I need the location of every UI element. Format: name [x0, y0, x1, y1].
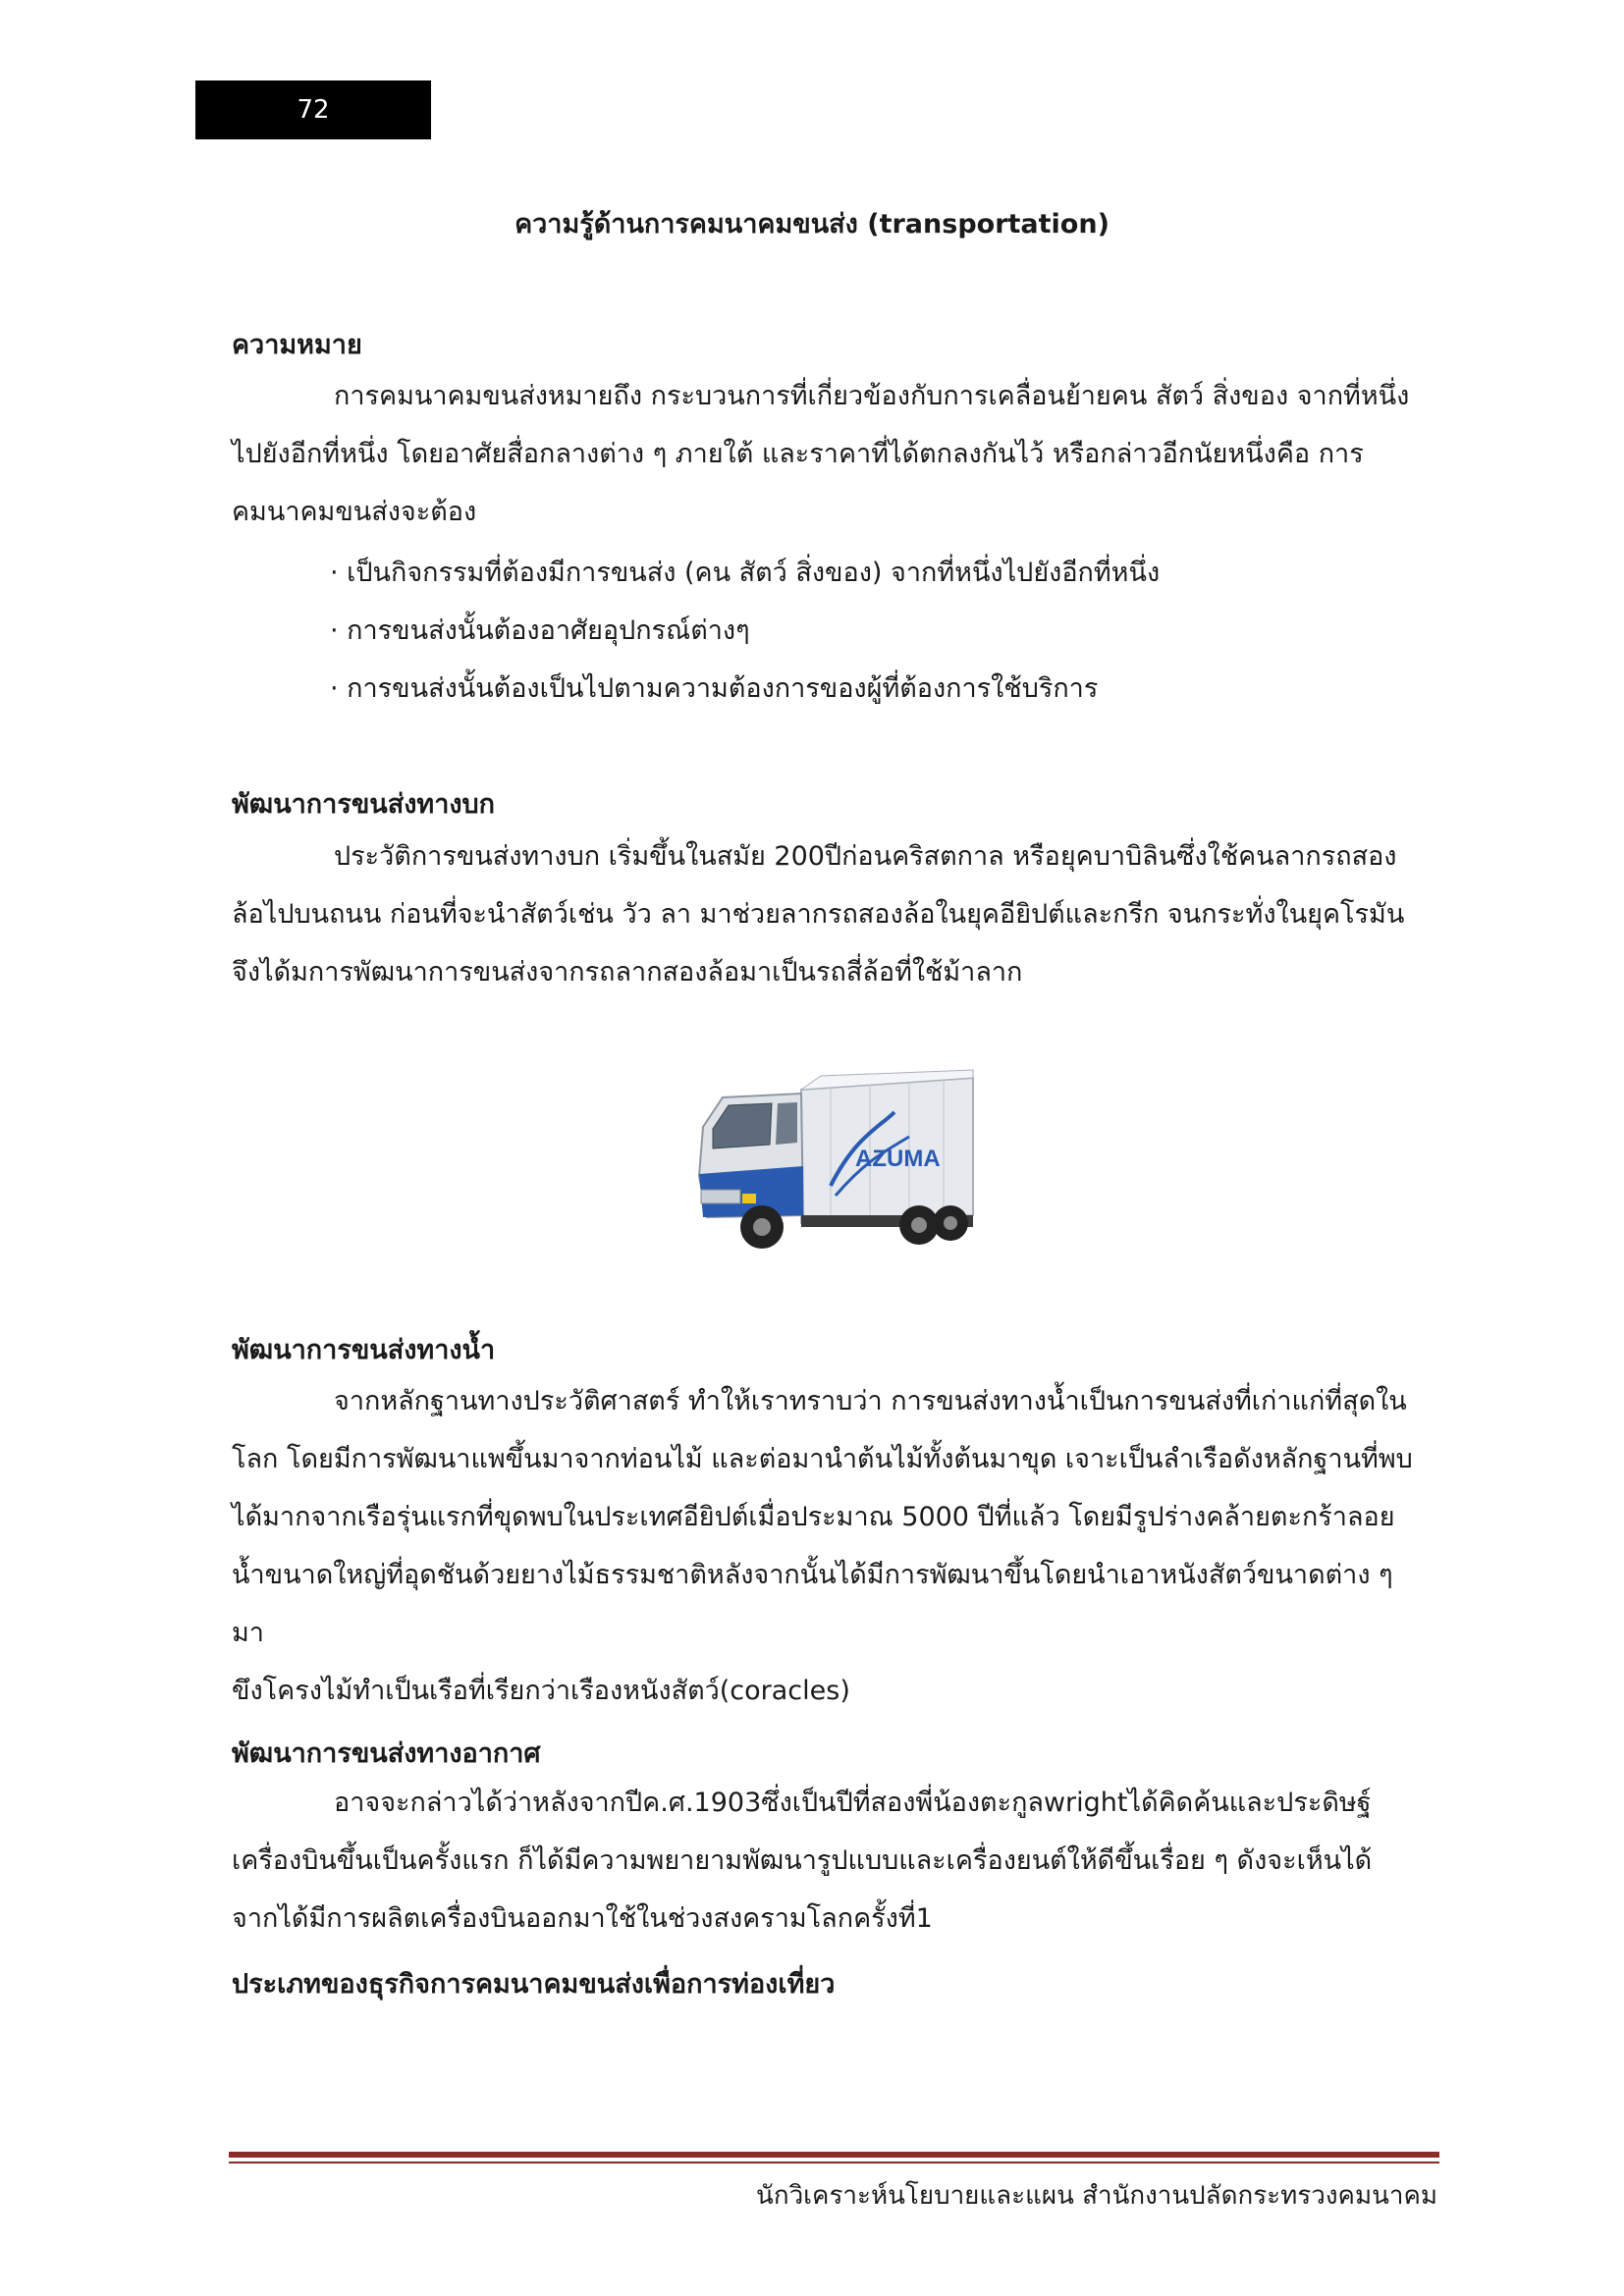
- text-line: จากหลักฐานทางประวัติศาสตร์ ทำให้เราทราบว่า การขนส่งทางน้ำเป็นการขนส่งที่เก่าแก่ที่สุดใน: [334, 1386, 1407, 1416]
- text-line: การคมนาคมขนส่งหมายถึง กระบวนการที่เกี่ยวข้องกับการเคลื่อนย้ายคน สัตว์ สิ่งของ จากที่หนึ่ง: [334, 381, 1410, 411]
- bullet-item: · เป็นกิจกรรมที่ต้องมีการขนส่ง (คน สัตว์ สิ่งของ) จากที่หนึ่งไปยังอีกที่หนึ่ง: [330, 558, 1161, 588]
- bullet-item: · การขนส่งนั้นต้องเป็นไปตามความต้องการของผู้ที่ต้องการใช้บริการ: [330, 673, 1099, 704]
- footer-rule-thin: [229, 2162, 1439, 2163]
- text-line: น้ำขนาดใหญ่ที่อุดชันด้วยยางไม้ธรรมชาติหลังจากนั้นได้มีการพัฒนาขึ้นโดยนำเอาหนังสัตว์ขนาดต่าง ๆ มา: [232, 1560, 1393, 1648]
- truck-brand-text: AZUMA: [855, 1146, 941, 1172]
- text-line: จากได้มีการผลิตเครื่องบินออกมาใช้ในช่วงสงครามโลกครั้งที่1: [232, 1903, 933, 1934]
- footer-text: นักวิเคราะห์นโยบายและแผน สำนักงานปลัดกระทรวงคมนาคม: [756, 2181, 1437, 2211]
- text-line: ขึงโครงไม้ทำเป็นเรือที่เรียกว่าเรืองหนังสัตว์(coracles): [232, 1676, 850, 1706]
- section-heading-air: พัฒนาการขนส่งทางอากาศ: [232, 1738, 541, 1769]
- section-heading-water: พัฒนาการขนส่งทางน้ำ: [232, 1335, 496, 1365]
- text-line: ได้มากจากเรือรุ่นแรกที่ขุดพบในประเทศอียิปต์เมื่อประมาณ 5000 ปีที่แล้ว โดยมีรูปร่างคล้ายตะกร้าลอย: [232, 1502, 1395, 1532]
- section-heading-types: ประเภทของธุรกิจการคมนาคมขนส่งเพื่อการท่องเที่ยว: [232, 1969, 836, 2000]
- paragraph-land: [232, 828, 1432, 1001]
- paragraph-water: [232, 1372, 1432, 1720]
- text-line: ไปยังอีกที่หนึ่ง โดยอาศัยสื่อกลางต่าง ๆ ภายใต้ และราคาที่ได้ตกลงกันไว้ หรือกล่าวอีกนัยหนึ่งคือ การ: [232, 439, 1364, 469]
- bullet-item: · การขนส่งนั้นต้องอาศัยอุปกรณ์ต่างๆ: [330, 615, 750, 646]
- section-heading-meaning: ความหมาย: [232, 330, 362, 360]
- truck-image: [683, 1068, 978, 1264]
- page-title: ความรู้ด้านการคมนาคมขนส่ง (transportation): [514, 209, 1110, 240]
- text-line: คมนาคมขนส่งจะต้อง: [232, 497, 477, 527]
- text-line: ประวัติการขนส่งทางบก เริ่มขึ้นในสมัย 200ปีก่อนคริสตกาล หรือยุคบาบิลินซึ่งใช้คนลากรถสอง: [334, 841, 1397, 872]
- text-line: อาจจะกล่าวได้ว่าหลังจากปีค.ศ.1903ซึ่งเป็นปีที่สองพี่น้องตะกูลwrightได้คิดค้นและประดิษฐ์: [334, 1788, 1372, 1818]
- footer-rule: [229, 2152, 1439, 2158]
- text-line: ล้อไปบนถนน ก่อนที่จะนำสัตว์เช่น วัว ลา มาช่วยลากรถสองล้อในยุคอียิปต์และกรีก จนกระทั่งในยุคโรมัน: [232, 899, 1405, 930]
- text-line: โลก โดยมีการพัฒนาแพขึ้นมาจากท่อนไม้ และต่อมานำต้นไม้ทั้งต้นมาขุด เจาะเป็นลำเรือดังหลักฐานที่พบ: [232, 1444, 1413, 1474]
- section-heading-land: พัฒนาการขนส่งทางบก: [232, 789, 496, 820]
- paragraph-air: [232, 1774, 1432, 1948]
- page-number: 72: [195, 80, 431, 139]
- text-line: เครื่องบินขึ้นเป็นครั้งแรก ก็ได้มีความพยายามพัฒนารูปแบบและเครื่องยนต์ให้ดีขึ้นเรื่อย ๆ ดังจะเห็นได้: [232, 1845, 1373, 1876]
- paragraph-meaning: [232, 367, 1432, 541]
- text-line: จึงได้มการพัฒนาการขนส่งจากรถลากสองล้อมาเป็นรถสี่ล้อที่ใช้ม้าลาก: [232, 957, 1023, 988]
